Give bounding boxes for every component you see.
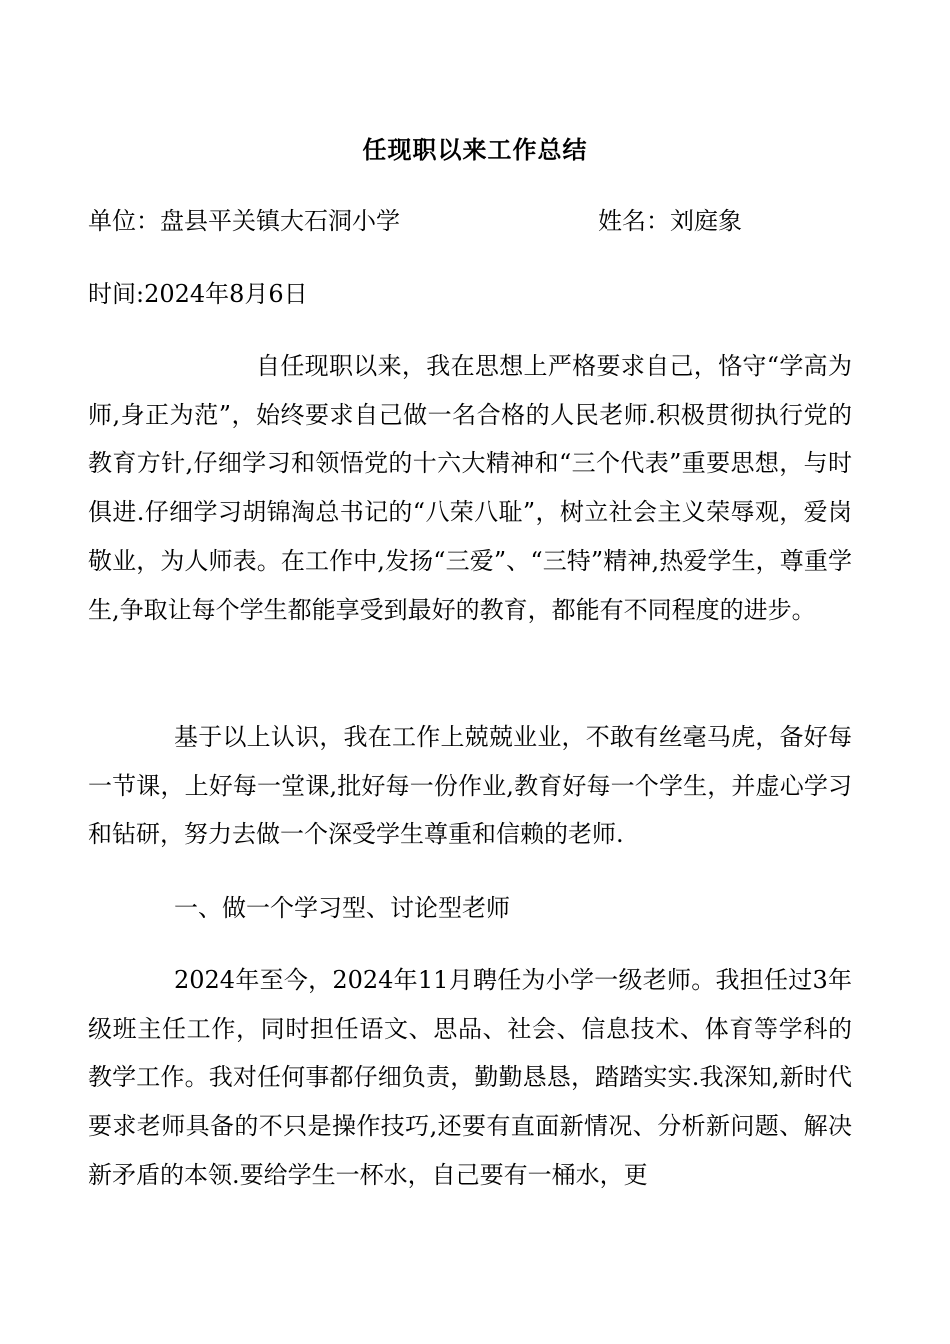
paragraph-work-attitude: 基于以上认识，我在工作上兢兢业业，不敢有丝毫马虎，备好每一节课，上好每一堂课,批好每一份作业,教育好每一个学生，并虚心学习和钻研，努力去做一个深受学生尊重和信赖的老师. bbox=[88, 723, 852, 849]
document-title: 任现职以来工作总结 bbox=[362, 135, 588, 164]
unit-line: 单位：盘县平关镇大石洞小学 bbox=[88, 207, 400, 235]
name-line: 姓名：刘庭象 bbox=[598, 207, 742, 235]
paragraph-intro: 自任现职以来，我在思想上严格要求自己，恪守“学高为师,身正为范”，始终要求自己做一名合格的人民老师.积极贯彻执行党的教育方针,仔细学习和领悟党的十六大精神和“三个代表”重要思想，与时俱进.仔细学习胡锦淘总书记的“八荣八耻”，树立社会主义荣辱观，爱岗敬业，为人师表。在工作中,发扬“三爱”、“三特”精神,热爱学生，尊重学生,争取让每个学生都能享受到最好的教育，都能有不同程度的进步。 bbox=[88, 352, 852, 624]
section-heading-1: 一、做一个学习型、讨论型老师 bbox=[174, 894, 510, 922]
paragraph-section-1: 2024年至今，2024年11月聘任为小学一级老师。我担任过3年级班主任工作，同时担任语文、思品、社会、信息技术、体育等学科的教学工作。我对任何事都仔细负责，勤勤恳恳，踏踏实实.我深知,新时代要求老师具备的不只是操作技巧,还要有直面新情况、分析新问题、解决新矛盾的本领.要给学生一杯水，自己要有一桶水，更 bbox=[88, 966, 852, 1189]
date-line: 时间:2024年8月6日 bbox=[88, 280, 308, 308]
